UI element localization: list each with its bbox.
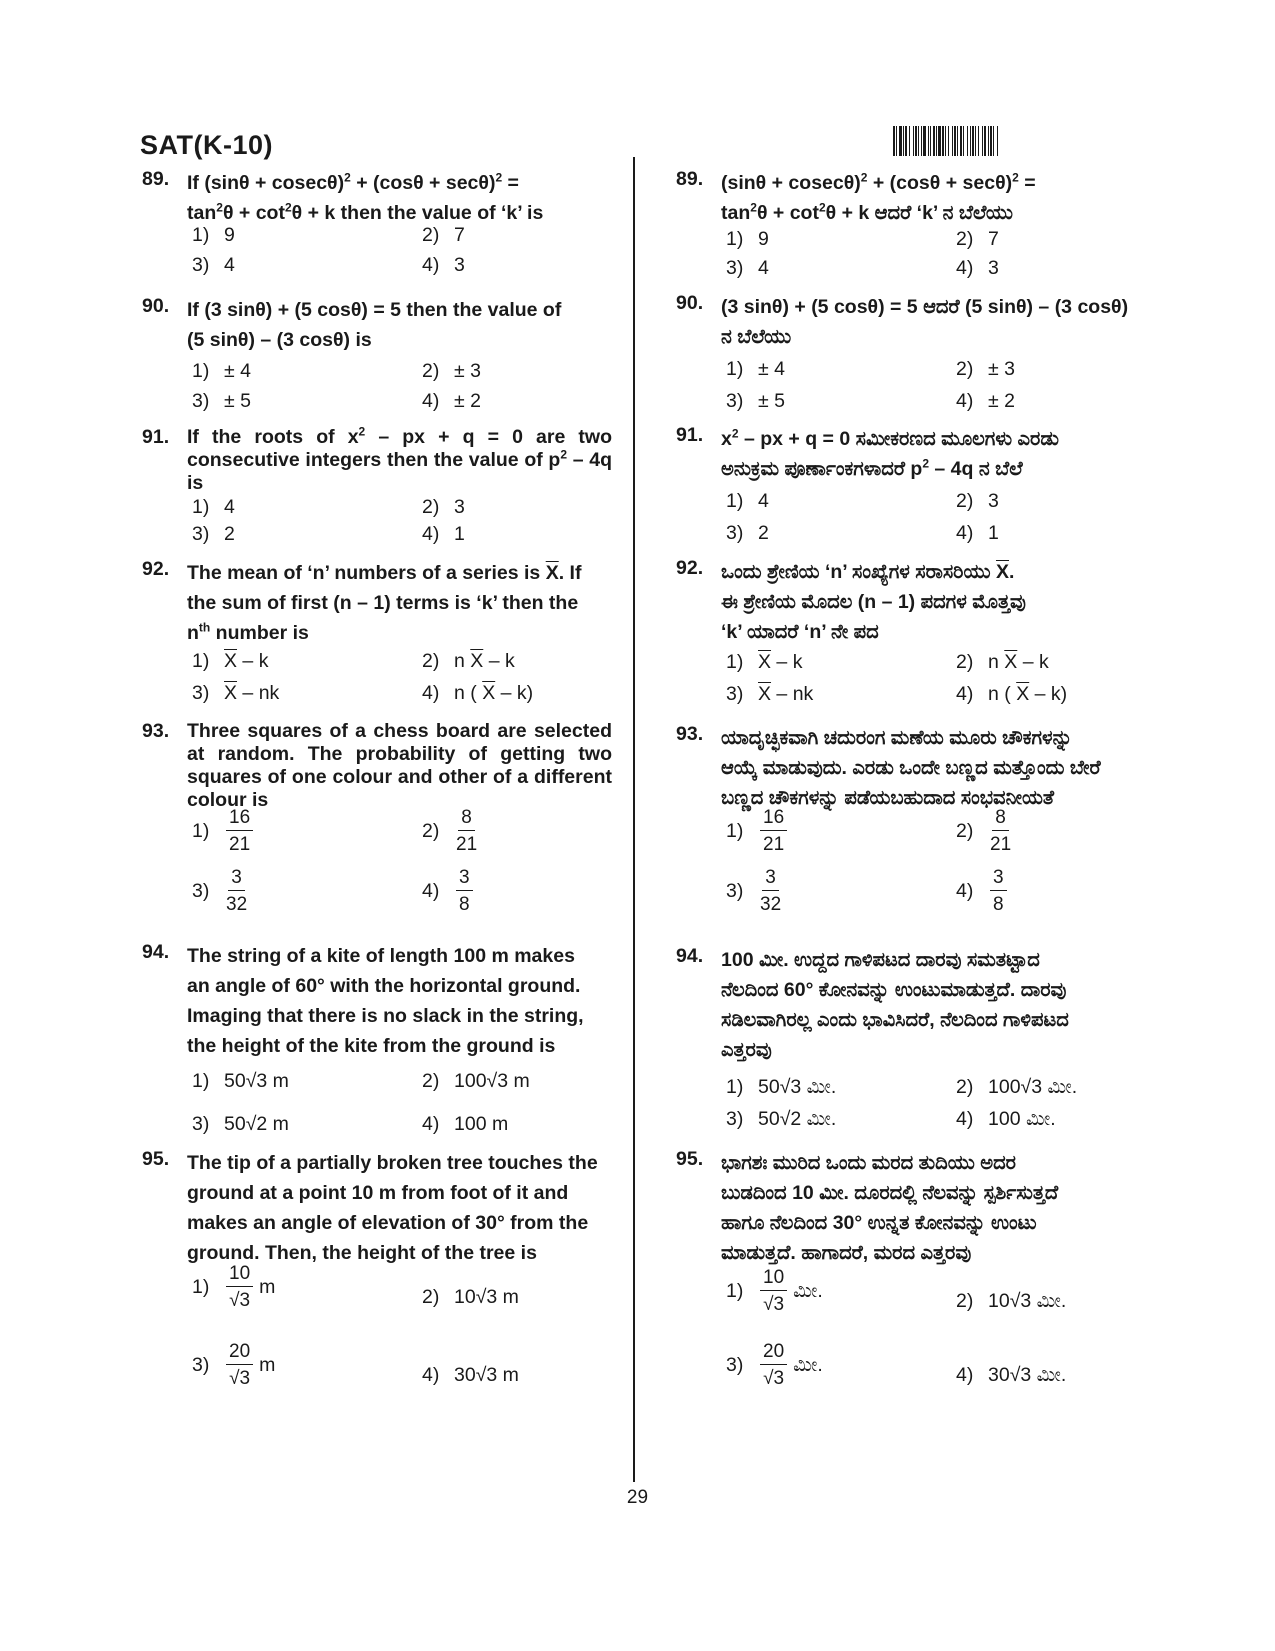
option-number: 3) — [726, 1108, 744, 1130]
answer-option-2[interactable] — [422, 1286, 519, 1309]
answer-option-3[interactable] — [726, 257, 769, 280]
option-number: 3) — [726, 1353, 744, 1376]
option-value: ± 4 — [758, 358, 785, 380]
answer-option-2[interactable] — [422, 650, 515, 673]
answer-option-2[interactable] — [422, 1070, 530, 1093]
question-text — [187, 720, 612, 812]
answer-option-2[interactable] — [422, 224, 465, 247]
option-number: 3) — [192, 879, 210, 902]
answer-option-3[interactable] — [726, 868, 781, 914]
question-text — [721, 1148, 1146, 1268]
question-number: 92. — [142, 558, 170, 580]
option-number: 2) — [956, 228, 974, 250]
option-value: 7 — [454, 224, 465, 246]
fraction — [990, 808, 1011, 854]
fraction-numerator: 16 — [226, 808, 253, 831]
option-value: 100√3 ಮೀ. — [988, 1076, 1078, 1098]
fraction-denominator: √3 — [763, 1294, 785, 1315]
option-value: 1 — [988, 522, 999, 544]
question-text — [187, 168, 612, 228]
fraction-numerator: 10 — [226, 1264, 253, 1287]
question-number: 95. — [142, 1148, 170, 1170]
question-line: Three squares of a chess board are selected at random. The probability of getting two squares of one colour and other of a different colour is — [187, 720, 612, 811]
option-number: 2) — [956, 490, 974, 512]
column-divider — [633, 157, 635, 1482]
answer-option-4[interactable] — [422, 254, 465, 277]
question-line: ground at a point 10 m from foot of it and — [187, 1182, 569, 1204]
option-value: $\overline{X}$ – nk — [224, 682, 280, 704]
answer-option-2[interactable] — [956, 228, 999, 251]
fraction-numerator: 3 — [990, 868, 1007, 891]
option-number: 2) — [956, 651, 974, 673]
answer-option-1[interactable] — [726, 808, 787, 854]
fraction — [456, 868, 473, 914]
option-number: 3) — [726, 683, 744, 705]
option-number: 3) — [192, 254, 210, 276]
option-value: ± 5 — [224, 390, 251, 412]
option-number: 3) — [726, 522, 744, 544]
fraction-numerator: 8 — [458, 808, 475, 831]
option-number: 4) — [422, 879, 440, 902]
option-number: 1) — [192, 224, 210, 246]
question-text — [721, 292, 1146, 352]
question-line: ‘k’ ಯಾದರೆ ‘n’ ನೇ ಪದ — [721, 621, 879, 643]
answer-option-4[interactable] — [422, 868, 473, 914]
option-number: 4) — [956, 522, 974, 544]
question-91 — [676, 424, 1146, 484]
option-value: n $\overline{X}$ – k — [454, 650, 515, 672]
option-number: 2) — [956, 1290, 974, 1312]
question-90 — [676, 292, 1146, 352]
answer-option-4[interactable] — [956, 1108, 1056, 1131]
page-title: SAT(K-10) — [140, 130, 274, 160]
question-90 — [142, 295, 612, 355]
option-number: 3) — [726, 879, 744, 902]
option-value: n ( $\overline{X} - k$) — [988, 683, 1068, 705]
question-line: $\tan^2\theta + \cot^2\theta + k$ then the value of ‘k’ is — [187, 200, 544, 224]
answer-option-1[interactable] — [192, 360, 251, 383]
question-line: the height of the kite from the ground is — [187, 1035, 556, 1057]
option-value: 7 — [988, 228, 999, 250]
answer-option-1[interactable] — [192, 1070, 289, 1093]
unit-label: ಮೀ. — [793, 1353, 823, 1376]
option-number: 4) — [956, 257, 974, 279]
answer-option-1[interactable] — [192, 224, 235, 247]
option-number: 4) — [422, 1364, 440, 1386]
fraction-numerator: 16 — [760, 808, 787, 831]
option-number: 3) — [726, 390, 744, 412]
question-line: makes an angle of elevation of 30° from the — [187, 1212, 589, 1234]
option-value: n $\overline{X}$ – k — [988, 651, 1049, 673]
answer-option-4[interactable] — [422, 1364, 519, 1387]
option-number: 2) — [422, 224, 440, 246]
option-number: 1) — [726, 1279, 744, 1302]
question-line: (5 sinθ) – (3 cosθ) is — [187, 329, 372, 351]
option-number: 2) — [956, 819, 974, 842]
option-number: 4) — [956, 683, 974, 705]
fraction-denominator: √3 — [229, 1368, 251, 1389]
option-value: ± 5 — [758, 390, 785, 412]
fraction — [990, 868, 1007, 914]
question-line: ಈ ಶ್ರೇಣಿಯ ಮೊದಲ (n – 1) ಪದಗಳ ಮೊತ್ತವು — [721, 591, 1026, 613]
question-line: ಯಾದೃಚ್ಛಿಕವಾಗಿ ಚದುರಂಗ ಮಣೆಯ ಮೂರು ಚೌಕಗಳನ್ನು — [721, 727, 1073, 749]
option-value: 4 — [224, 254, 235, 276]
option-value: 100√3 m — [454, 1070, 530, 1092]
answer-option-1[interactable] — [726, 651, 802, 674]
answer-option-1[interactable] — [726, 228, 769, 251]
question-line: ನೆಲದಿಂದ 60° ಕೋನವನ್ನು ಉಂಟುಮಾಡುತ್ತದೆ. ದಾರವು — [721, 979, 1067, 1001]
option-number: 4) — [422, 390, 440, 412]
answer-option-3[interactable] — [726, 683, 813, 706]
question-94 — [142, 941, 612, 1061]
question-89 — [676, 168, 1146, 228]
answer-option-2[interactable] — [422, 808, 477, 854]
question-line: $n^{th}$ number is — [187, 620, 309, 644]
fraction-numerator: 20 — [760, 1342, 787, 1365]
answer-option-4[interactable] — [956, 390, 1015, 413]
question-number: 90. — [142, 295, 170, 317]
answer-option-3[interactable] — [192, 868, 247, 914]
fraction — [456, 808, 477, 854]
option-value: 1 — [454, 523, 465, 545]
question-95 — [676, 1148, 1146, 1268]
option-value: 3 — [988, 490, 999, 512]
question-number: 91. — [142, 426, 170, 448]
option-number: 3) — [192, 1353, 210, 1376]
option-number: 1) — [726, 358, 744, 380]
question-93 — [676, 723, 1146, 813]
option-number: 1) — [726, 819, 744, 842]
option-number: 1) — [192, 360, 210, 382]
unit-label: ಮೀ. — [793, 1279, 823, 1302]
question-94 — [676, 945, 1146, 1065]
option-number: 3) — [192, 390, 210, 412]
question-text — [187, 558, 612, 648]
question-line: ಭಾಗಶಃ ಮುರಿದ ಒಂದು ಮರದ ತುದಿಯು ಅದರ — [721, 1152, 1016, 1174]
question-text — [721, 557, 1146, 647]
answer-option-1[interactable] — [726, 1268, 823, 1314]
option-number: 3) — [726, 257, 744, 279]
option-number: 2) — [422, 1070, 440, 1092]
question-line: ಎತ್ತರವು — [721, 1039, 772, 1061]
option-number: 2) — [422, 650, 440, 672]
option-number: 3) — [192, 682, 210, 704]
unit-label: m — [259, 1275, 276, 1298]
question-91 — [142, 426, 612, 495]
option-number: 3) — [192, 1113, 210, 1135]
question-line: ಒಂದು ಶ್ರೇಣಿಯ ‘n’ ಸಂಖ್ಯೆಗಳ ಸರಾಸರಿಯು $\overline{X}$. — [721, 561, 1015, 583]
answer-option-2[interactable] — [956, 490, 999, 513]
answer-option-4[interactable] — [956, 257, 999, 280]
answer-option-2[interactable] — [956, 651, 1049, 674]
fraction-denominator: 8 — [459, 894, 470, 915]
question-line: The string of a kite of length 100 m makes — [187, 945, 575, 967]
answer-option-4[interactable] — [956, 683, 1067, 706]
answer-option-3[interactable] — [192, 390, 251, 413]
page-number: 29 — [626, 1487, 649, 1508]
answer-option-3[interactable] — [192, 1342, 275, 1388]
option-value: 30√3 m — [454, 1364, 519, 1386]
fraction-denominator: 21 — [990, 834, 1012, 855]
question-number: 93. — [142, 720, 170, 742]
option-value: 9 — [758, 228, 769, 250]
option-value: 10√3 ಮೀ. — [988, 1290, 1067, 1312]
answer-option-3[interactable] — [726, 390, 785, 413]
question-line: ಹಾಗೂ ನೆಲದಿಂದ 30° ಉನ್ನತ ಕೋನವನ್ನು ಉಂಟು — [721, 1212, 1037, 1234]
option-value: ± 2 — [454, 390, 481, 412]
question-text — [721, 424, 1146, 484]
option-value: 3 — [454, 254, 465, 276]
answer-option-1[interactable] — [192, 650, 268, 673]
question-line: ಮಾಡುತ್ತದೆ. ಹಾಗಾದರೆ, ಮರದ ಎತ್ತರವು — [721, 1242, 972, 1264]
unit-label: m — [259, 1353, 276, 1376]
option-value: 50√2 ಮೀ. — [758, 1108, 837, 1130]
option-number: 1) — [192, 819, 210, 842]
option-value: $\overline{X}$ – k — [758, 651, 803, 673]
answer-option-4[interactable] — [422, 682, 533, 705]
answer-option-1[interactable] — [726, 1076, 836, 1099]
option-number: 1) — [192, 1275, 210, 1298]
question-number: 90. — [676, 292, 704, 314]
fraction — [760, 808, 787, 854]
fraction-denominator: √3 — [763, 1368, 785, 1389]
option-value: 50√2 m — [224, 1113, 289, 1135]
option-value: 50√3 ಮೀ. — [758, 1076, 837, 1098]
question-92 — [676, 557, 1146, 647]
answer-option-3[interactable] — [726, 522, 769, 545]
question-number: 94. — [676, 945, 704, 967]
option-value: 3 — [454, 496, 465, 518]
question-text — [721, 168, 1146, 228]
answer-option-3[interactable] — [192, 682, 279, 705]
question-line: 100 ಮೀ. ಉದ್ದದ ಗಾಳಿಪಟದ ದಾರವು ಸಮತಟ್ಟಾದ — [721, 949, 1040, 971]
answer-option-2[interactable] — [422, 496, 465, 519]
fraction — [226, 1264, 253, 1310]
fraction-numerator: 20 — [226, 1342, 253, 1365]
question-line: ಬುಡದಿಂದ 10 ಮೀ. ದೂರದಲ್ಲಿ ನೆಲವನ್ನು ಸ್ಪರ್ಶಿಸುತ್ತದೆ — [721, 1182, 1059, 1204]
question-line: The mean of ‘n’ numbers of a series is $\overline{X}$. If — [187, 562, 582, 584]
question-line: $(\sin\theta + cosec\theta)^2 + (\cos\theta + \sec\theta)^2$ = — [721, 170, 1036, 194]
option-number: 1) — [726, 651, 744, 673]
option-value: ± 3 — [988, 358, 1015, 380]
question-line: ಅನುಕ್ರಮ ಪೂರ್ಣಾಂಕಗಳಾದರೆ $p^2 - 4q$ ನ ಬೆಲೆ — [721, 456, 1023, 480]
question-line: the sum of first (n – 1) terms is ‘k’ then the — [187, 592, 579, 614]
option-value: 2 — [758, 522, 769, 544]
question-number: 89. — [676, 168, 704, 190]
option-number: 1) — [192, 1070, 210, 1092]
answer-option-3[interactable] — [192, 254, 235, 277]
question-line: ನ ಬೆಲೆಯು — [721, 326, 792, 348]
question-line: If (3 sinθ) + (5 cosθ) = 5 then the value of — [187, 299, 562, 321]
option-number: 2) — [422, 819, 440, 842]
question-line: an angle of 60° with the horizontal ground. — [187, 975, 581, 997]
option-number: 1) — [726, 490, 744, 512]
fraction-denominator: 21 — [763, 834, 785, 855]
option-number: 4) — [422, 254, 440, 276]
question-line: ಸಡಿಲವಾಗಿರಲ್ಲ ಎಂದು ಭಾವಿಸಿದರೆ, ನೆಲದಿಂದ ಗಾಳಿಪಟದ — [721, 1009, 1069, 1031]
question-93 — [142, 720, 612, 812]
answer-option-1[interactable] — [192, 808, 253, 854]
option-value: 4 — [224, 496, 235, 518]
question-line: Imaging that there is no slack in the string, — [187, 1005, 584, 1027]
question-text — [187, 426, 612, 495]
question-text — [721, 723, 1146, 813]
question-line: $x^2$ – px + q = 0 ಸಮೀಕರಣದ ಮೂಲಗಳು ಎರಡು — [721, 426, 1059, 450]
option-number: 4) — [422, 523, 440, 545]
fraction-numerator: 10 — [760, 1268, 787, 1291]
option-value: 30√3 ಮೀ. — [988, 1364, 1067, 1386]
question-line: ಆಯ್ಕೆ ಮಾಡುವುದು. ಎರಡು ಒಂದೇ ಬಣ್ಣದ ಮತ್ತೊಂದು ಬೇರೆ — [721, 757, 1101, 779]
option-value: $\overline{X}$ – nk — [758, 683, 814, 705]
option-value: ± 3 — [454, 360, 481, 382]
fraction-numerator: 3 — [762, 868, 779, 891]
option-number: 4) — [956, 1364, 974, 1386]
fraction — [226, 868, 247, 914]
option-number: 4) — [422, 682, 440, 704]
question-number: 89. — [142, 168, 170, 190]
fraction-denominator: 32 — [226, 894, 248, 915]
answer-option-4[interactable] — [956, 868, 1007, 914]
question-number: 95. — [676, 1148, 704, 1170]
answer-option-3[interactable] — [192, 523, 235, 546]
option-value: $\overline{X}$ – k — [224, 650, 269, 672]
fraction-denominator: 21 — [229, 834, 251, 855]
option-number: 1) — [726, 1076, 744, 1098]
question-line: ground. Then, the height of the tree is — [187, 1242, 537, 1264]
option-value: 9 — [224, 224, 235, 246]
fraction — [760, 1268, 787, 1314]
answer-option-1[interactable] — [192, 496, 235, 519]
question-89 — [142, 168, 612, 228]
option-value: ± 2 — [988, 390, 1015, 412]
answer-option-4[interactable] — [956, 522, 999, 545]
fraction-numerator: 3 — [228, 868, 245, 891]
option-number: 2) — [422, 1286, 440, 1308]
question-number: 91. — [676, 424, 704, 446]
option-number: 1) — [726, 228, 744, 250]
question-line: $\tan^2\theta + \cot^2\theta + k$ ಆದರೆ ‘k’ ನ ಬೆಲೆಯು — [721, 200, 1013, 224]
answer-option-4[interactable] — [956, 1364, 1066, 1387]
fraction — [760, 868, 781, 914]
option-number: 2) — [956, 358, 974, 380]
fraction-numerator: 8 — [992, 808, 1009, 831]
option-number: 4) — [956, 879, 974, 902]
question-number: 93. — [676, 723, 704, 745]
option-value: 4 — [758, 490, 769, 512]
fraction-numerator: 3 — [456, 868, 473, 891]
option-number: 2) — [422, 496, 440, 518]
option-value: ± 4 — [224, 360, 251, 382]
question-95 — [142, 1148, 612, 1268]
fraction — [760, 1342, 787, 1388]
question-line: The tip of a partially broken tree touches the — [187, 1152, 598, 1174]
option-value: 2 — [224, 523, 235, 545]
question-number: 94. — [142, 941, 170, 963]
answer-option-1[interactable] — [192, 1264, 275, 1310]
option-number: 3) — [192, 523, 210, 545]
question-text — [187, 1148, 612, 1268]
fraction-denominator: 8 — [993, 894, 1004, 915]
question-number: 92. — [676, 557, 704, 579]
answer-option-2[interactable] — [956, 1076, 1077, 1099]
answer-option-2[interactable] — [956, 808, 1011, 854]
question-line: If $(\sin\theta + cosec\theta)^2 + (\cos\theta + \sec\theta)^2$ = — [187, 170, 519, 194]
question-92 — [142, 558, 612, 648]
question-text — [187, 941, 612, 1061]
option-value: n ( $\overline{X} - k$) — [454, 682, 534, 704]
answer-option-2[interactable] — [956, 358, 1015, 381]
answer-option-4[interactable] — [422, 390, 481, 413]
option-value: 10√3 m — [454, 1286, 519, 1308]
question-line: ಬಣ್ಣದ ಚೌಕಗಳನ್ನು ಪಡೆಯಬಹುದಾದ ಸಂಭವನೀಯತೆ — [721, 787, 1055, 809]
option-number: 2) — [956, 1076, 974, 1098]
answer-option-4[interactable] — [422, 1113, 508, 1136]
fraction — [226, 1342, 253, 1388]
option-value: 3 — [988, 257, 999, 279]
barcode-image — [893, 126, 1133, 156]
option-number: 1) — [192, 496, 210, 518]
question-text — [187, 295, 612, 355]
answer-option-1[interactable] — [726, 490, 769, 513]
answer-option-3[interactable] — [726, 1342, 823, 1388]
question-line: If the roots of $x^2$ – px + q = 0 are two consecutive integers then the value of $p^2 - 4q$ is — [187, 424, 613, 494]
fraction-denominator: √3 — [229, 1290, 251, 1311]
answer-option-4[interactable] — [422, 523, 465, 546]
option-number: 4) — [422, 1113, 440, 1135]
option-number: 1) — [192, 650, 210, 672]
option-number: 2) — [422, 360, 440, 382]
answer-option-3[interactable] — [192, 1113, 289, 1136]
option-value: 50√3 m — [224, 1070, 289, 1092]
option-value: 100 m — [454, 1113, 509, 1135]
option-number: 4) — [956, 1108, 974, 1130]
fraction-denominator: 32 — [760, 894, 782, 915]
fraction — [226, 808, 253, 854]
question-line: (3 sinθ) + (5 cosθ) = 5 ಆದರೆ (5 sinθ) – (3 cosθ) — [721, 296, 1129, 318]
fraction-denominator: 21 — [456, 834, 478, 855]
option-number: 4) — [956, 390, 974, 412]
question-text — [721, 945, 1146, 1065]
option-value: 4 — [758, 257, 769, 279]
answer-option-3[interactable] — [726, 1108, 836, 1131]
answer-option-2[interactable] — [956, 1290, 1066, 1313]
answer-option-1[interactable] — [726, 358, 785, 381]
answer-option-2[interactable] — [422, 360, 481, 383]
option-value: 100 ಮೀ. — [988, 1108, 1056, 1130]
